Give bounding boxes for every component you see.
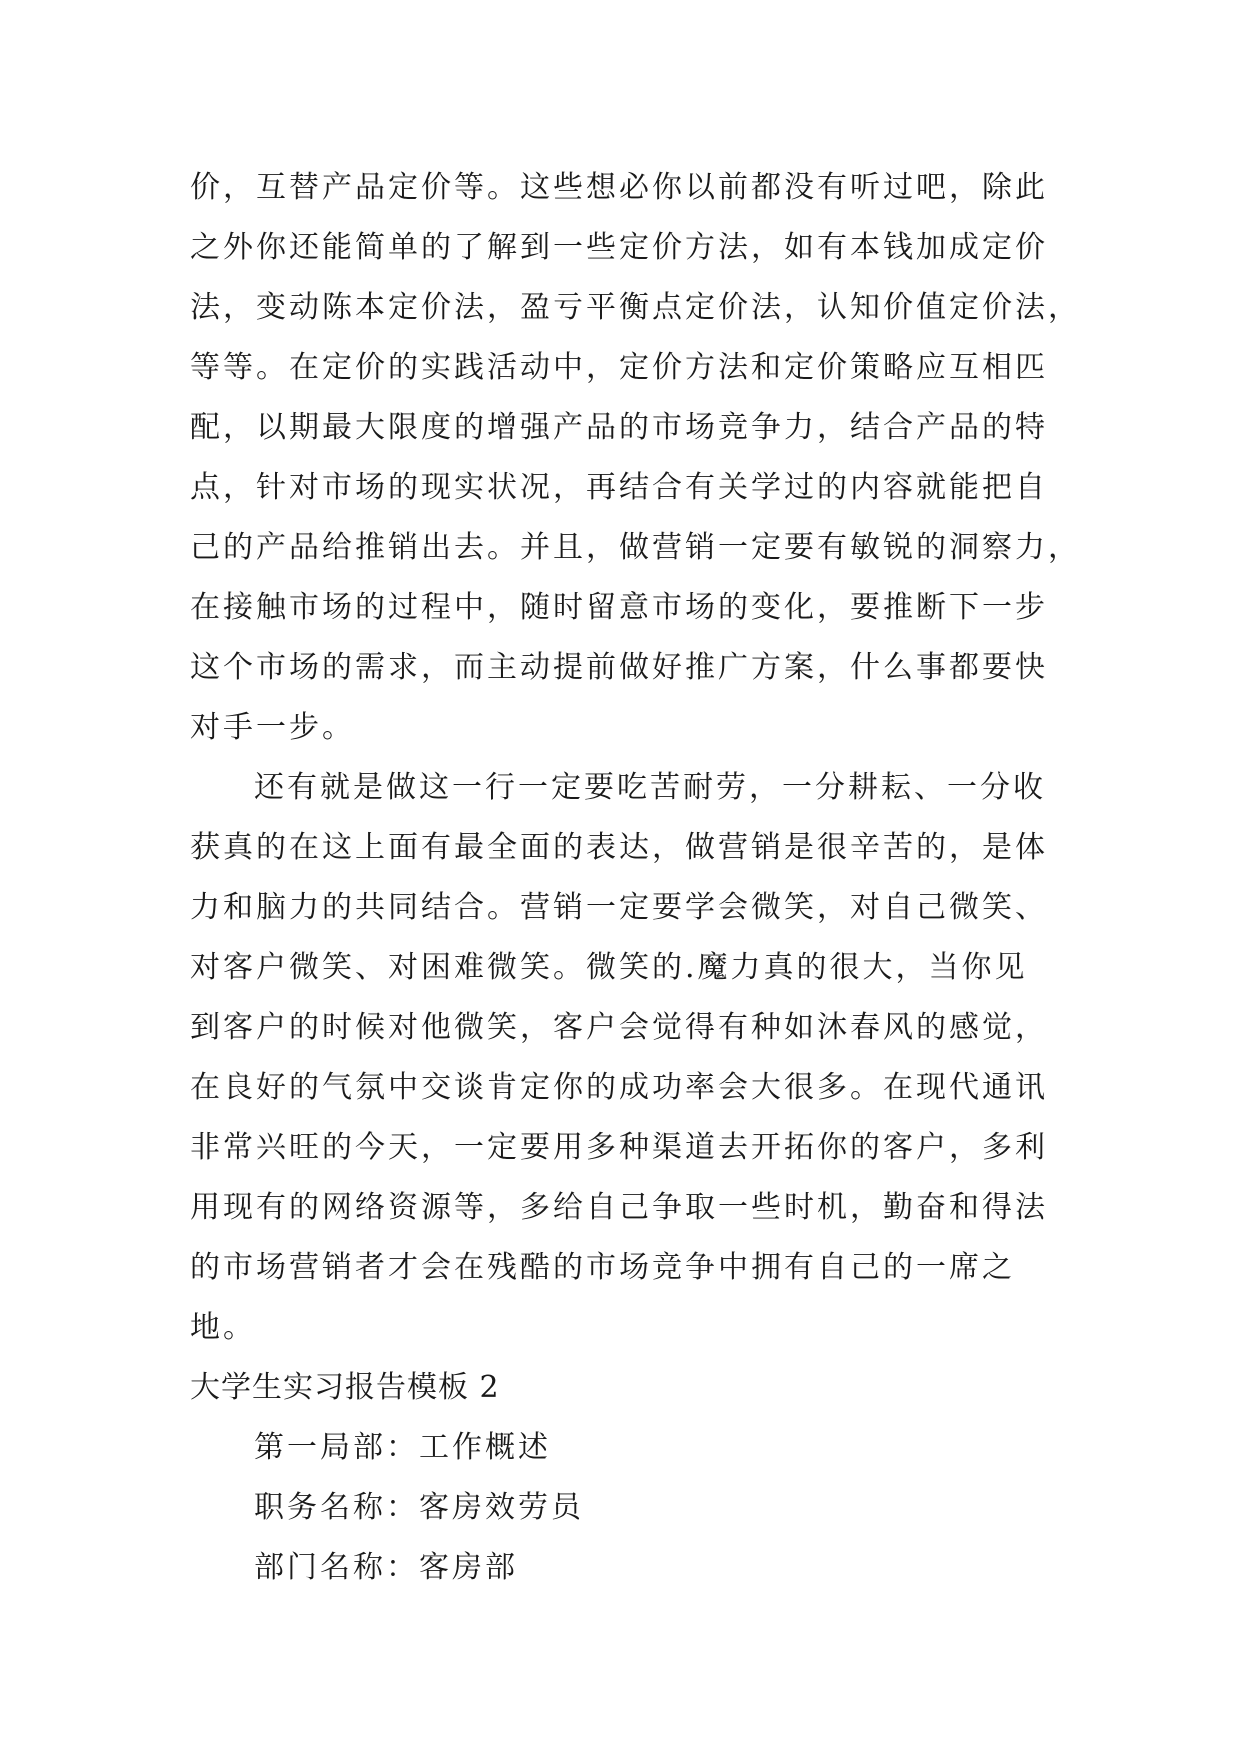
text-line: 对手一步。 (190, 710, 355, 745)
text-line: 这个市场的需求，而主动提前做好推广方案，什么事都要快 (190, 650, 1048, 685)
text-line: 的市场营销者才会在残酷的市场竞争中拥有自己的一席之 (190, 1250, 1015, 1285)
text-line: 获真的在这上面有最全面的表达，做营销是很辛苦的，是体 (190, 830, 1048, 865)
text-line: 在接触市场的过程中，随时留意市场的变化，要推断下一步 (190, 590, 1048, 625)
text-line: 价，互替产品定价等。这些想必你以前都没有听过吧，除此 (190, 170, 1048, 205)
job-details (190, 1418, 1060, 1598)
detail-line-position: 职务名称：客房效劳员 (254, 1490, 584, 1525)
text-line: 到客户的时候对他微笑，客户会觉得有种如沐春风的感觉， (190, 1010, 1048, 1045)
text-line: 对客户微笑、对困难微笑。微笑的.魔力真的很大，当你见 (190, 950, 1028, 985)
text-line: 法，变动陈本定价法，盈亏平衡点定价法，认知价值定价法， (190, 290, 1081, 325)
document-body (190, 158, 1081, 1598)
detail-line-part: 第一局部：工作概述 (254, 1430, 551, 1465)
text-line: 己的产品给推销出去。并且，做营销一定要有敏锐的洞察力， (190, 530, 1081, 565)
detail-line-department: 部门名称：客房部 (254, 1550, 518, 1585)
text-line: 还有就是做这一行一定要吃苦耐劳，一分耕耘、一分收 (254, 770, 1046, 805)
text-line: 在良好的气氛中交谈肯定你的成功率会大很多。在现代通讯 (190, 1070, 1048, 1105)
text-line: 用现有的网络资源等，多给自己争取一些时机，勤奋和得法 (190, 1190, 1048, 1225)
text-line: 配，以期最大限度的增强产品的市场竞争力，结合产品的特 (190, 410, 1048, 445)
text-line: 非常兴旺的今天，一定要用多种渠道去开拓你的客户，多利 (190, 1130, 1048, 1165)
text-line: 点，针对市场的现实状况，再结合有关学过的内容就能把自 (190, 470, 1048, 505)
paragraph-hard-work (190, 758, 1060, 1358)
text-line: 力和脑力的共同结合。营销一定要学会微笑，对自己微笑、 (190, 890, 1048, 925)
section-heading: 大学生实习报告模板 2 (190, 1370, 500, 1405)
text-line: 之外你还能简单的了解到一些定价方法，如有本钱加成定价 (190, 230, 1048, 265)
text-line: 等等。在定价的实践活动中，定价方法和定价策略应互相匹 (190, 350, 1048, 385)
paragraph-pricing (190, 158, 1081, 758)
text-line: 地。 (190, 1310, 256, 1345)
